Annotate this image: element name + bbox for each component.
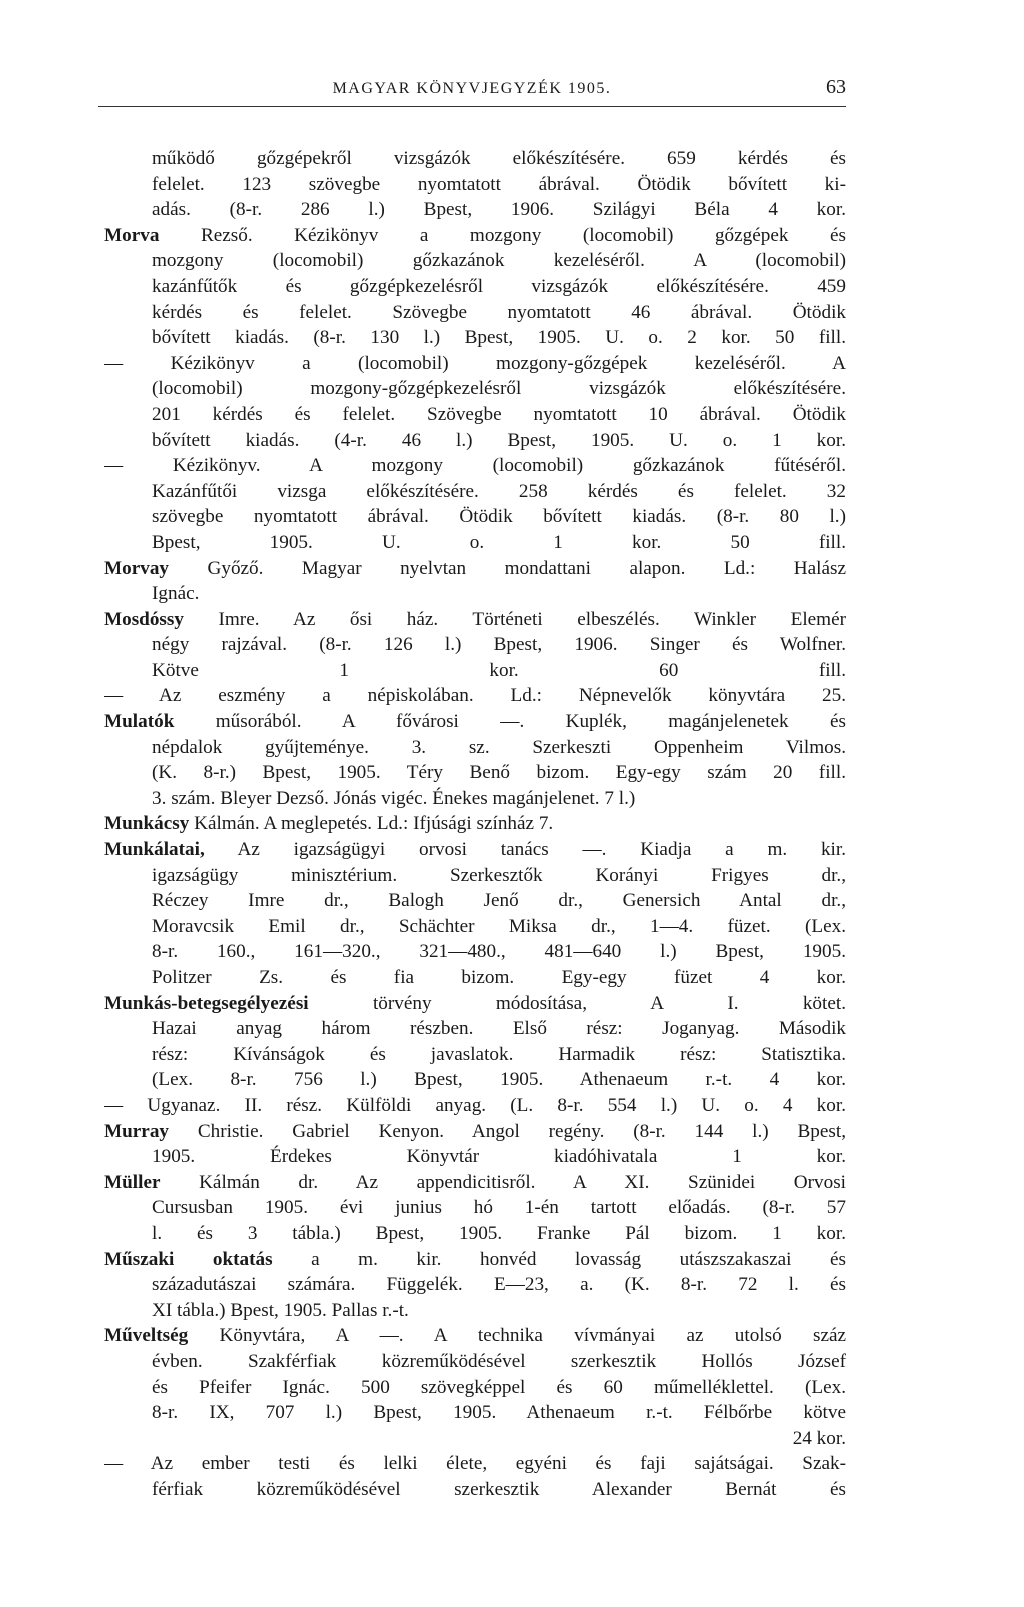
text-line: férfiak közreműködésével szerkesztik Alexander Bernát és <box>152 1478 846 1500</box>
page-number: 63 <box>826 76 846 98</box>
text-line: 3. szám. Bleyer Dezső. Jónás vigéc. Énekes magánjelenet. 7 l.) <box>152 787 636 809</box>
text-line: Kazánfűtői vizsga előkészítésére. 258 kérdés és felelet. 32 <box>152 480 846 502</box>
text-line: Politzer Zs. és fia bizom. Egy-egy füzet 4 kor. <box>152 967 846 988</box>
entry-author: Murray <box>104 1120 170 1142</box>
text-line: századutászai számára. Függelék. E—23, a. (K. 8-r. 72 l. és <box>152 1274 846 1296</box>
text-line: Mulatók műsorából. A fővárosi —. Kuplék, magánjelenetek és <box>104 711 846 733</box>
text-line: Munkálatai, Az igazságügyi orvosi tanács —. Kiadja a m. kir. <box>104 839 846 861</box>
text-line: 8-r. 160., 161—320., 321—480., 481—640 l.) Bpest, 1905. <box>152 941 846 963</box>
text-line: Mosdóssy Imre. Az ősi ház. Történeti elbeszélés. Winkler Elemér <box>104 608 846 630</box>
text-line: Moravcsik Emil dr., Schächter Miksa dr., 1—4. füzet. (Lex. <box>152 915 846 937</box>
text-line: és Pfeifer Ignác. 500 szövegképpel és 60 műmelléklettel. (Lex. <box>152 1376 846 1398</box>
text-line: felelet. 123 szövegbe nyomtatott ábrával. Ötödik bővített ki- <box>152 173 846 195</box>
text-line: rész: Kívánságok és javaslatok. Harmadik rész: Statisztika. <box>152 1043 846 1065</box>
running-header <box>98 76 846 107</box>
running-title: MAGYAR KÖNYVJEGYZÉK 1905. <box>332 80 612 97</box>
text-line: (locomobil) mozgony-gőzgépkezelésről vizsgázók előkészítésére. <box>152 378 846 400</box>
text-line: bővített kiadás. (8-r. 130 l.) Bpest, 1905. U. o. 2 kor. 50 fill. <box>152 327 846 349</box>
text-line: igazságügy minisztérium. Szerkesztők Korányi Frigyes dr., <box>152 864 846 886</box>
text-line: négy rajzával. (8-r. 126 l.) Bpest, 1906. Singer és Wolfner. <box>152 634 846 656</box>
text-line: Murray Christie. Gabriel Kenyon. Angol regény. (8-r. 144 l.) Bpest, <box>104 1120 846 1142</box>
text-line: Hazai anyag három részben. Első rész: Joganyag. Második <box>152 1018 846 1040</box>
entry-author: Müller <box>104 1171 161 1193</box>
entry-author: Morva <box>104 224 160 246</box>
text-line: működő gőzgépekről vizsgázók előkészítésére. 659 kérdés és <box>152 148 846 169</box>
text-line: (Lex. 8-r. 756 l.) Bpest, 1905. Athenaeum r.-t. 4 kor. <box>152 1069 846 1091</box>
text-line: — Kézikönyv a (locomobil) mozgony-gőzgépek kezeléséről. A <box>104 352 846 374</box>
text-line: 1905. Érdekes Könyvtár kiadóhivatala 1 kor. <box>152 1146 846 1168</box>
entry-author: Mulatók <box>104 711 175 733</box>
catalog-entries <box>104 146 846 1502</box>
text-line: Réczey Imre dr., Balogh Jenő dr., Genersich Antal dr., <box>152 890 846 912</box>
text-line: évben. Szakférfiak közreműködésével szerkesztik Hollós József <box>152 1350 846 1372</box>
entry-author: Mosdóssy <box>104 608 184 630</box>
text-line: Munkácsy Kálmán. A meglepetés. Ld.: Ifjúsági színház 7. <box>104 813 554 835</box>
text-line: — Ugyanaz. II. rész. Külföldi anyag. (L. 8-r. 554 l.) U. o. 4 kor. <box>104 1094 846 1116</box>
text-line: kazánfűtők és gőzgépkezelésről vizsgázók előkészítésére. 459 <box>152 275 846 297</box>
text-line: Morva Rezső. Kézikönyv a mozgony (locomobil) gőzgépek és <box>104 224 846 246</box>
text-line: Műszaki oktatás a m. kir. honvéd lovasság utászszakaszai és <box>104 1248 846 1270</box>
text-line: 8-r. IX, 707 l.) Bpest, 1905. Athenaeum r.-t. Félbőrbe kötve <box>152 1402 846 1424</box>
text-line: bővített kiadás. (4-r. 46 l.) Bpest, 1905. U. o. 1 kor. <box>152 429 846 451</box>
text-line: l. és 3 tábla.) Bpest, 1905. Franke Pál bizom. 1 kor. <box>152 1222 846 1244</box>
text-line: Ignác. <box>152 583 200 605</box>
text-line: Munkás-betegsegélyezési törvény módosítása, A I. kötet. <box>104 992 846 1014</box>
entry-author: Műveltség <box>104 1325 189 1347</box>
text-line: Cursusban 1905. évi junius hó 1-én tartott előadás. (8-r. 57 <box>152 1197 846 1219</box>
entry-author: Műszaki oktatás <box>104 1248 273 1270</box>
text-line: — Az ember testi és lelki élete, egyéni és faji sajátságai. Szak- <box>104 1453 846 1475</box>
entry-author: Munkácsy <box>104 813 190 835</box>
entry-author: Munkás-betegsegélyezési <box>104 992 309 1014</box>
text-line: Kötve 1 kor. 60 fill. <box>152 659 846 681</box>
text-line: Müller Kálmán dr. Az appendicitisről. A XI. Szünidei Orvosi <box>104 1171 846 1193</box>
text-line: Morvay Győző. Magyar nyelvtan mondattani alapon. Ld.: Halász <box>104 557 846 579</box>
text-line: XI tábla.) Bpest, 1905. Pallas r.-t. <box>152 1299 409 1321</box>
text-line: kérdés és felelet. Szövegbe nyomtatott 46 ábrával. Ötödik <box>152 301 846 323</box>
text-line: szövegbe nyomtatott ábrával. Ötödik bővített kiadás. (8-r. 80 l.) <box>152 506 846 528</box>
text-line: Műveltség Könyvtára, A —. A technika vívmányai az utolsó száz <box>104 1325 846 1347</box>
text-line: 201 kérdés és felelet. Szövegbe nyomtatott 10 ábrával. Ötödik <box>152 403 846 425</box>
text-line: Bpest, 1905. U. o. 1 kor. 50 fill. <box>152 531 846 553</box>
entry-author: Morvay <box>104 557 170 579</box>
text-line: adás. (8-r. 286 l.) Bpest, 1906. Szilágyi Béla 4 kor. <box>152 199 846 221</box>
entry-author: Munkálatai, <box>104 839 205 861</box>
text-line: (K. 8-r.) Bpest, 1905. Téry Benő bizom. Egy-egy szám 20 fill. <box>152 762 846 784</box>
text-line: népdalok gyűjteménye. 3. sz. Szerkeszti Oppenheim Vilmos. <box>152 736 846 758</box>
text-line: 24 kor. <box>792 1427 846 1449</box>
text-line: mozgony (locomobil) gőzkazánok kezeléséről. A (locomobil) <box>152 250 846 272</box>
text-line: — Az eszmény a népiskolában. Ld.: Népnevelők könyvtára 25. <box>104 685 846 707</box>
text-line: — Kézikönyv. A mozgony (locomobil) gőzkazánok fűtéséről. <box>104 455 846 477</box>
